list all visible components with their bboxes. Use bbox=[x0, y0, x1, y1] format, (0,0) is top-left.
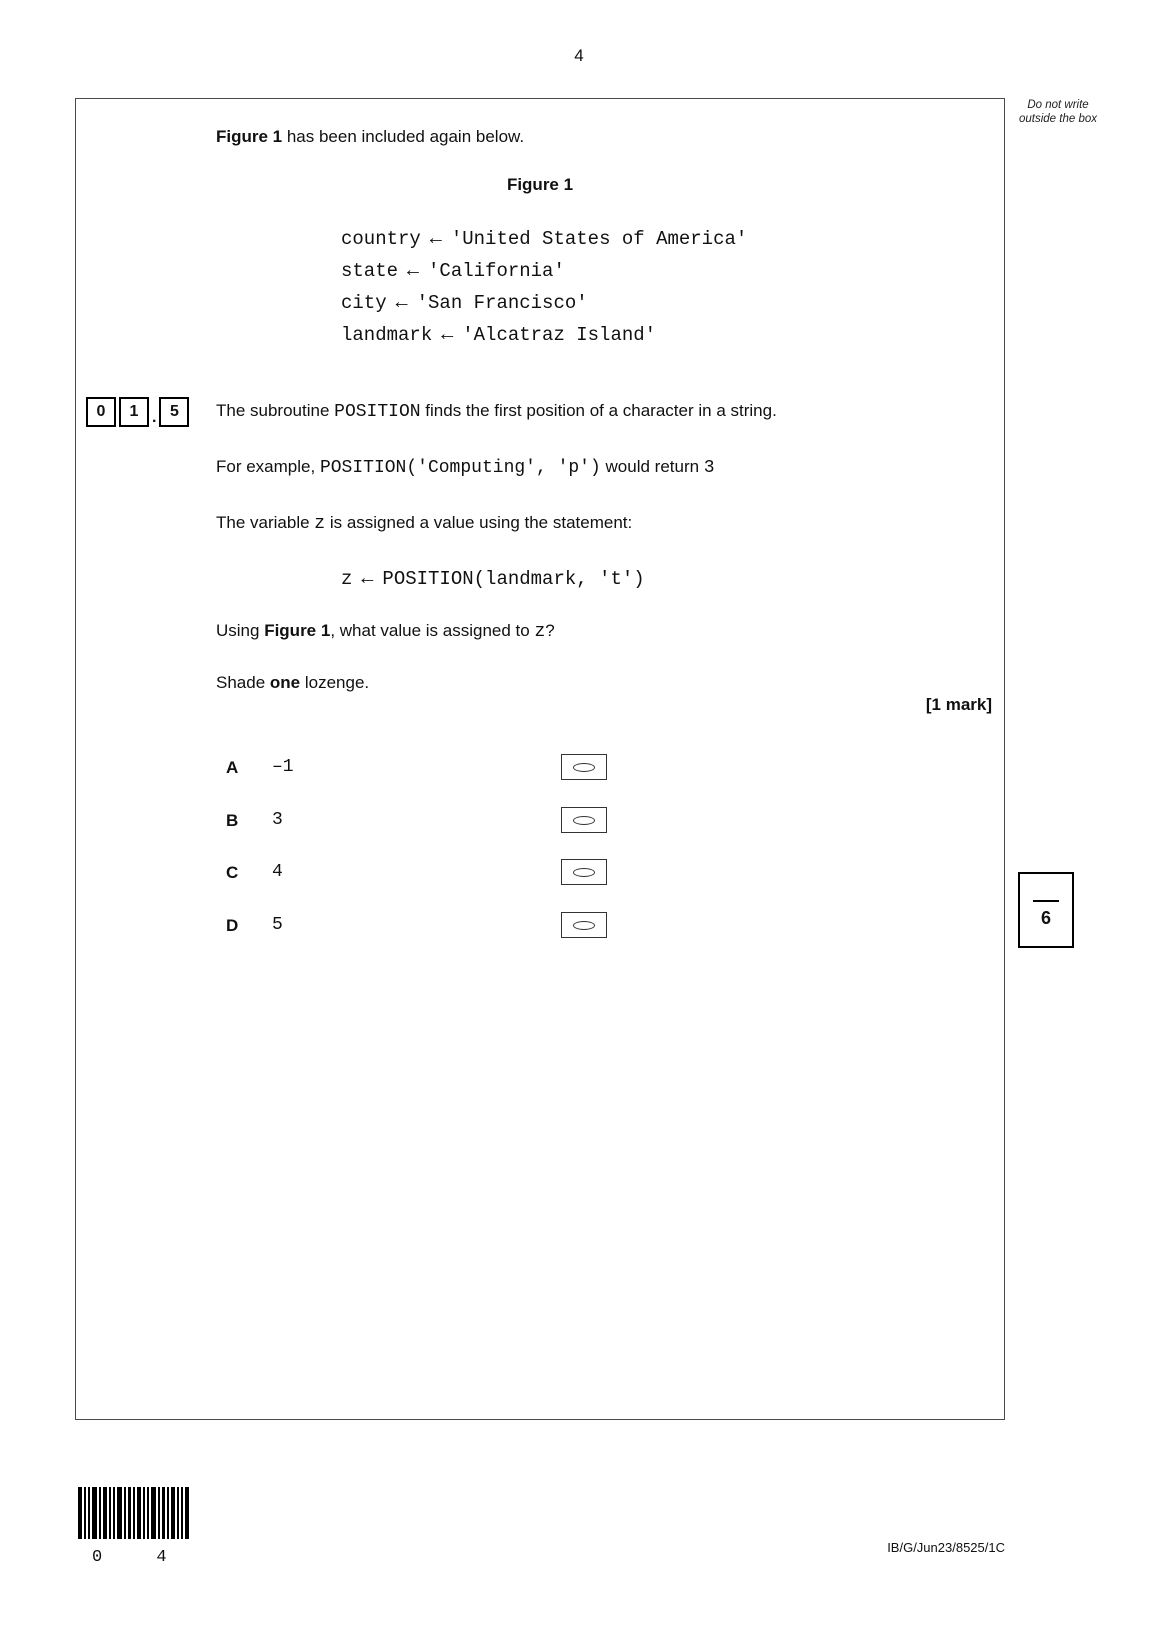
lozenge-option-c[interactable] bbox=[561, 859, 607, 885]
option-row-a bbox=[76, 754, 1004, 788]
figure-ref: Figure 1 bbox=[264, 621, 331, 640]
oval-icon bbox=[573, 763, 595, 772]
intro-rest: has been included again below. bbox=[282, 127, 525, 146]
assign-arrow-icon: ← bbox=[441, 324, 454, 347]
assignment-statement bbox=[341, 563, 645, 595]
assign-arrow-icon: ← bbox=[407, 260, 420, 283]
text-segment: For example, bbox=[216, 457, 320, 476]
figure-var: state bbox=[341, 260, 399, 282]
emphasis-segment: one bbox=[269, 673, 301, 692]
text-segment: , what value is assigned to bbox=[330, 621, 535, 640]
figure-code-line bbox=[341, 287, 747, 319]
option-value: –1 bbox=[272, 757, 294, 777]
lozenge-option-a[interactable] bbox=[561, 754, 607, 780]
oval-icon bbox=[573, 921, 595, 930]
text-segment: is assigned a value using the statement: bbox=[325, 513, 633, 532]
figure-title: Figure 1 bbox=[506, 175, 574, 194]
marks-total: 6 bbox=[1040, 908, 1051, 928]
assign-arrow-icon: ← bbox=[395, 292, 408, 315]
lozenge-option-b[interactable] bbox=[561, 807, 607, 833]
question-number-digit: 0 bbox=[86, 397, 116, 427]
figure-code-line bbox=[341, 319, 747, 351]
mark-allocation: [1 mark] bbox=[925, 695, 992, 714]
option-value: 4 bbox=[272, 862, 283, 882]
figure-var: city bbox=[341, 292, 387, 314]
option-value: 5 bbox=[272, 915, 283, 935]
text-segment: Using bbox=[216, 621, 265, 640]
option-letter: A bbox=[226, 758, 239, 777]
option-letter: C bbox=[226, 863, 239, 882]
question-line-3 bbox=[216, 513, 956, 534]
question-line-2 bbox=[216, 457, 956, 478]
assign-arrow-icon: ← bbox=[361, 568, 374, 591]
text-segment: ? bbox=[545, 621, 555, 640]
text-segment: would return bbox=[600, 457, 704, 476]
question-line-4 bbox=[216, 621, 956, 642]
text-segment: Shade bbox=[216, 673, 270, 692]
code-segment: z bbox=[534, 622, 546, 642]
figure-code-line bbox=[341, 223, 747, 255]
text-segment: The subroutine bbox=[216, 401, 335, 420]
paper-reference: IB/G/Jun23/8525/1C bbox=[887, 1540, 1005, 1555]
code-segment: POSITION bbox=[334, 402, 421, 422]
intro-line bbox=[216, 127, 524, 147]
text-segment: finds the first position of a character in a string. bbox=[420, 401, 777, 420]
option-row-c bbox=[76, 859, 1004, 893]
page-number: 4 bbox=[574, 46, 584, 65]
intro-figure-ref: Figure 1 bbox=[216, 127, 283, 146]
question-frame bbox=[75, 98, 1005, 1420]
figure-value: 'California' bbox=[428, 260, 565, 282]
text-segment: The variable bbox=[216, 513, 315, 532]
statement-code: POSITION(landmark, 't') bbox=[382, 568, 645, 590]
question-line-5 bbox=[216, 673, 956, 693]
question-number bbox=[86, 397, 192, 427]
barcode-label: 0 4 bbox=[92, 1548, 189, 1567]
question-number-digit: 5 bbox=[159, 397, 189, 427]
option-row-b bbox=[76, 807, 1004, 841]
do-not-write-note: Do not write outside the box bbox=[1018, 99, 1097, 126]
figure-code-block bbox=[341, 223, 747, 351]
oval-icon bbox=[573, 816, 595, 825]
option-value: 3 bbox=[272, 810, 283, 830]
figure-code-line bbox=[341, 255, 747, 287]
code-segment: 3 bbox=[703, 458, 715, 478]
barcode bbox=[78, 1487, 194, 1567]
statement-var: z bbox=[341, 568, 353, 590]
oval-icon bbox=[573, 868, 595, 877]
figure-var: country bbox=[341, 228, 421, 250]
option-row-d bbox=[76, 912, 1004, 946]
marks-total-box bbox=[1018, 872, 1074, 948]
option-letter: D bbox=[226, 916, 239, 935]
lozenge-option-d[interactable] bbox=[561, 912, 607, 938]
figure-value: 'Alcatraz Island' bbox=[462, 324, 657, 346]
figure-value: 'San Francisco' bbox=[416, 292, 588, 314]
figure-var: landmark bbox=[341, 324, 433, 346]
code-segment: POSITION('Computing', 'p') bbox=[319, 458, 601, 478]
code-segment: z bbox=[314, 514, 326, 534]
assign-arrow-icon: ← bbox=[429, 228, 442, 251]
marks-line bbox=[1033, 900, 1059, 902]
figure-value: 'United States of America' bbox=[450, 228, 748, 250]
option-letter: B bbox=[226, 811, 239, 830]
question-line-1 bbox=[216, 401, 956, 422]
question-number-digit: 1 bbox=[119, 397, 149, 427]
barcode-image bbox=[78, 1487, 194, 1539]
question-number-dot: . bbox=[152, 409, 157, 426]
text-segment: lozenge. bbox=[300, 673, 370, 692]
